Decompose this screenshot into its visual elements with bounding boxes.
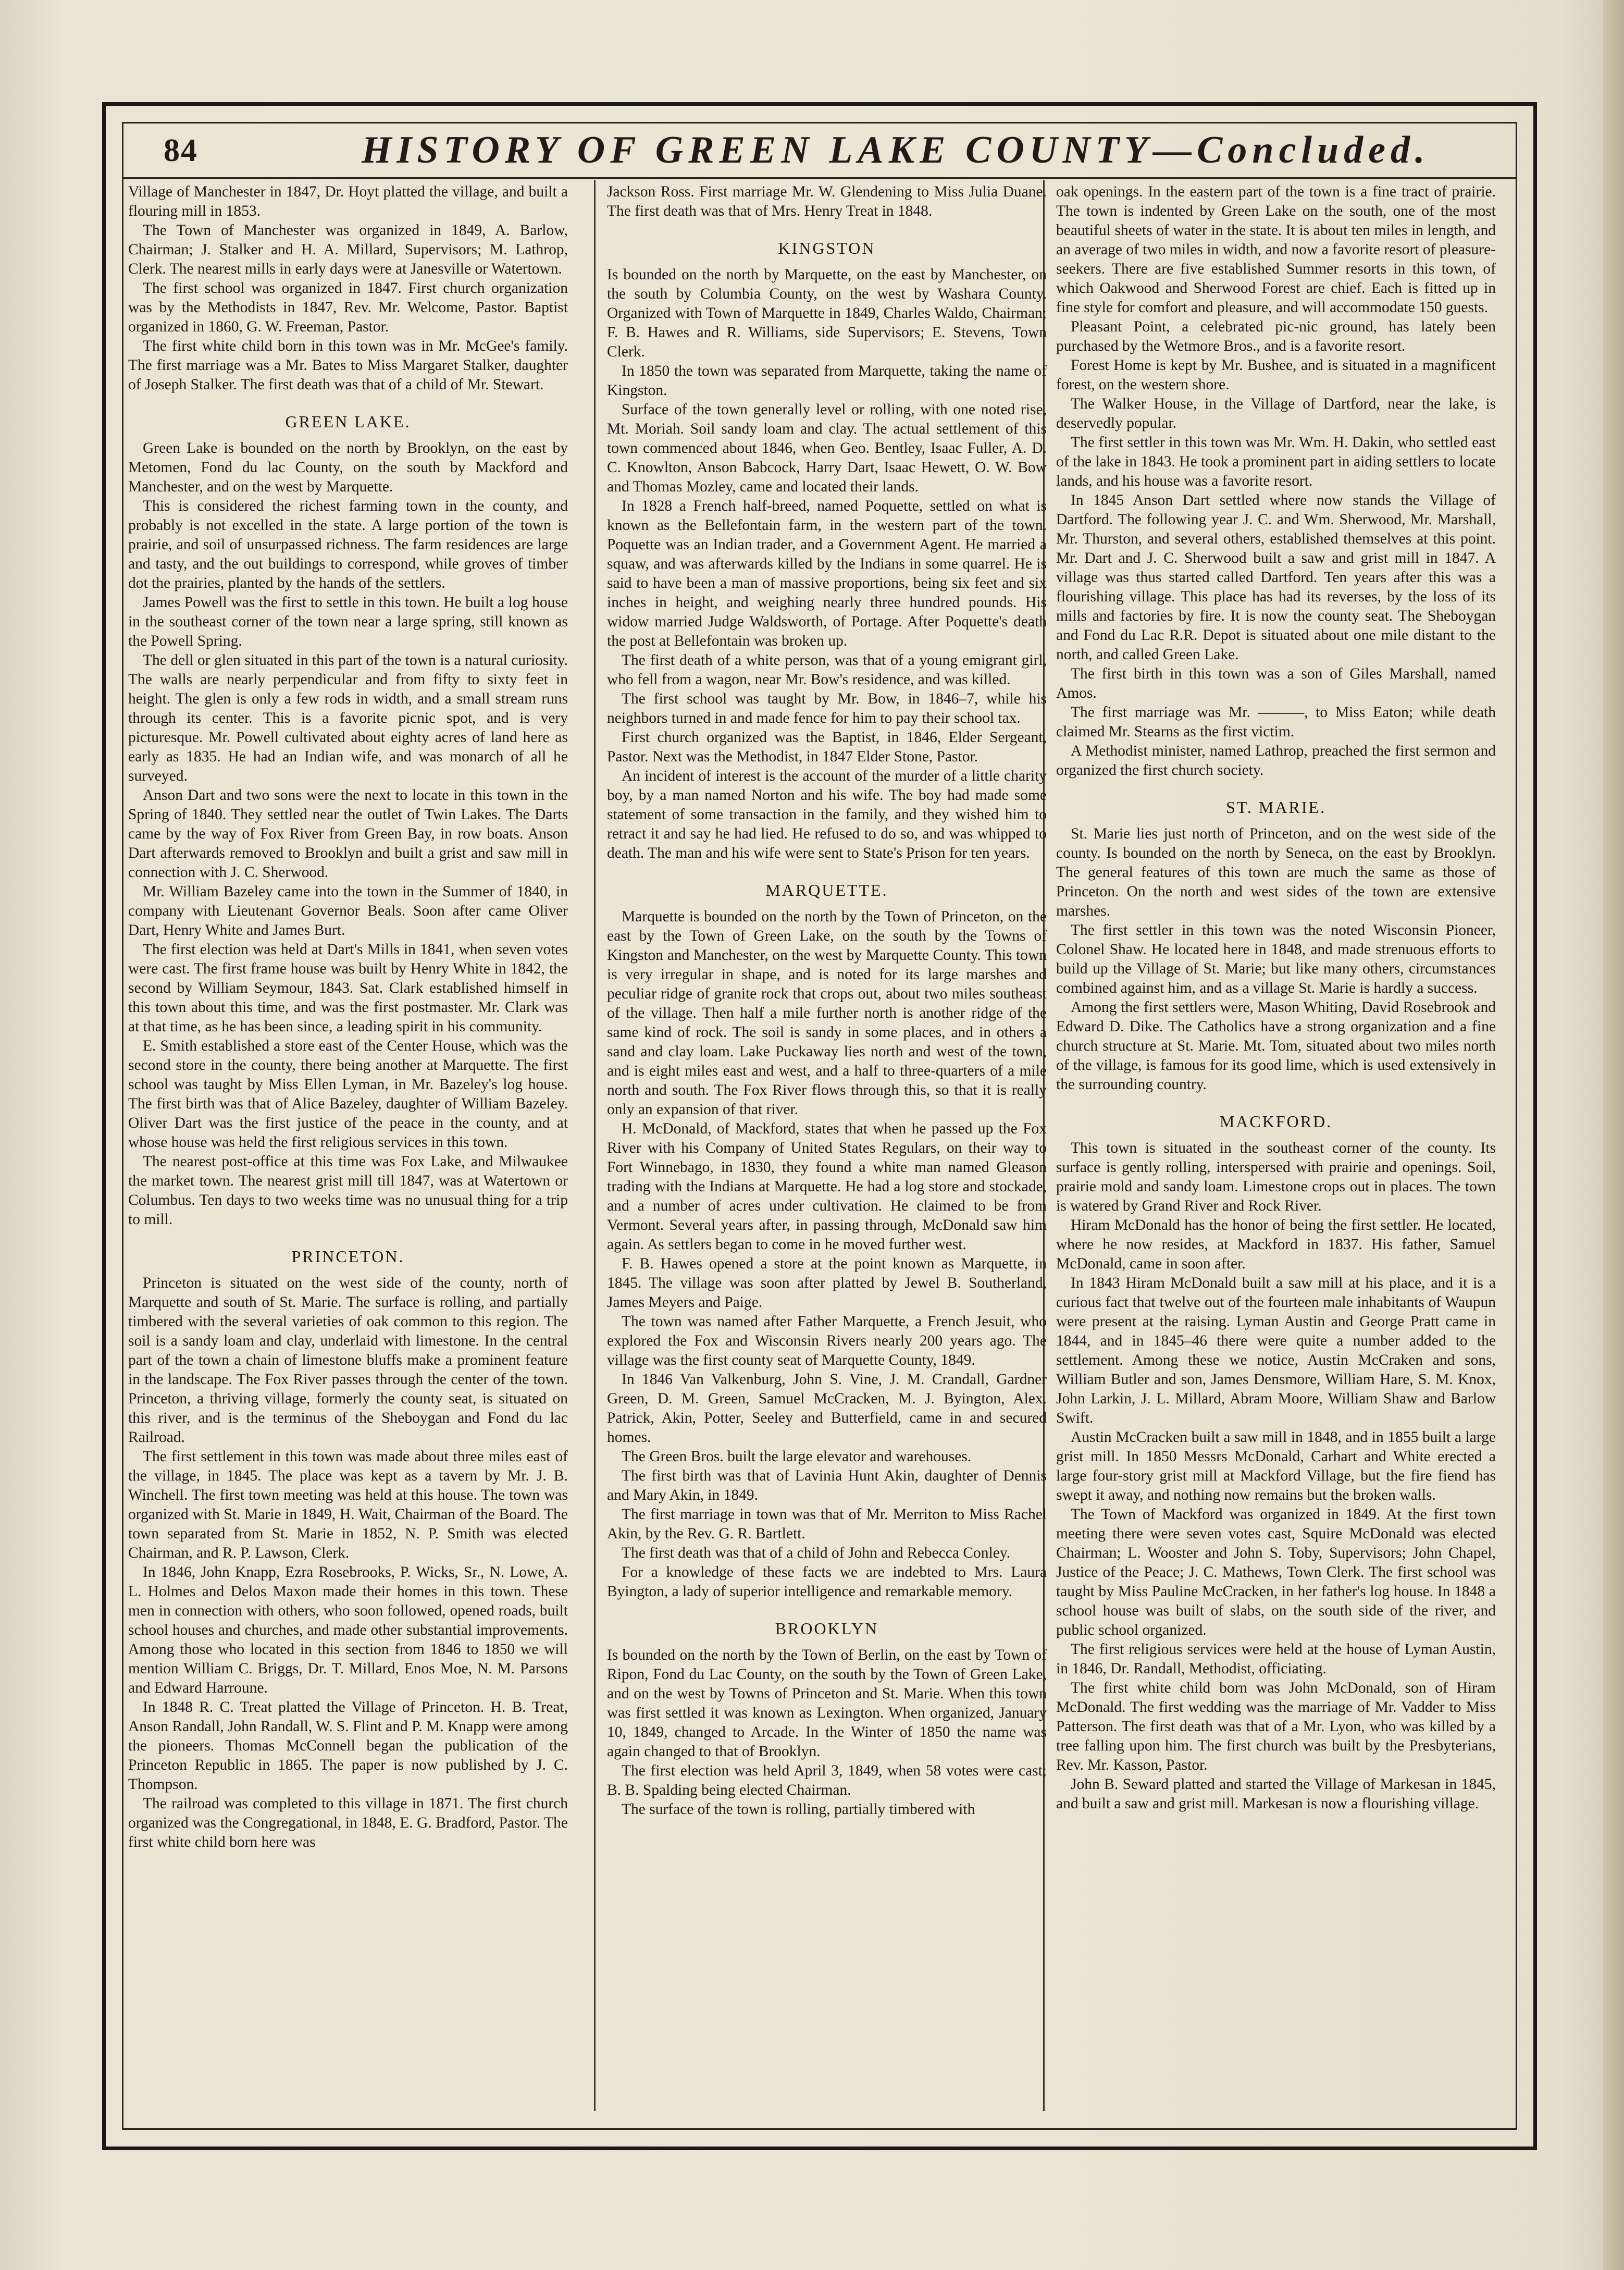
section-heading-mackford: MACKFORD. xyxy=(1219,1112,1333,1131)
paragraph: H. McDonald, of Mackford, states that when he passed up the Fox River with his Company of United States Regulars, on their way to Fort Winnebago, in 1830, they found a white man named Gleason trading with the Indians at Marquette. He had a log store and stockade, and a number of acres under cultivation. He claimed to be from Vermont. Several years after, in passing through, McDonald saw him again. As settlers began to come in he moved further west. xyxy=(607,1120,1047,1253)
paragraph: The first white child born in this town was in Mr. McGee's family. The first marriage was a Mr. Bates to Miss Margaret Stalker, daughter of Joseph Stalker. The first death was that of a child of Mr. Stewart. xyxy=(128,338,568,393)
paragraph: The surface of the town is rolling, partially timbered with xyxy=(622,1801,975,1818)
paragraph: In 1845 Anson Dart settled where now stands the Village of Dartford. The following year J. C. and Wm. Sherwood, Mr. Marshall, Mr. Thurston, and several others, established themselves at this point. Mr. Dart and J. C. Sherwood built a saw and grist mill in 1847. A village was thus started called Dartford. Ten years after this was a flourishing village. This place has had its reverses, by the loss of its mills and factories by fire. It is now the county seat. The Sheboygan and Fond du Lac R.R. Depot is situated about one mile distant to the north, and called Green Lake. xyxy=(1056,492,1496,663)
paragraph: A Methodist minister, named Lathrop, preached the first sermon and organized the first church society. xyxy=(1056,743,1496,779)
page-title: HISTORY OF GREEN LAKE COUNTY—Concluded. xyxy=(362,129,1430,171)
paragraph: Jackson Ross. First marriage Mr. W. Glendening to Miss Julia Duane. The first death was that of Mrs. Henry Treat in 1848. xyxy=(607,183,1047,219)
paragraph: The first election was held April 3, 1849, when 58 votes were cast; B. B. Spalding being elected Chairman. xyxy=(607,1762,1047,1798)
paragraph: The town was named after Father Marquette, a French Jesuit, who explored the Fox and Wisconsin Rivers nearly 200 years ago. The village was the first county seat of Marquette County, 1849. xyxy=(607,1313,1047,1368)
paragraph: The first religious services were held at the house of Lyman Austin, in 1846, Dr. Randall, Methodist, officiating. xyxy=(1056,1641,1496,1677)
paragraph: The first settlement in this town was made about three miles east of the village, in 1845. The place was kept as a tavern by Mr. J. B. Winchell. The first town meeting was held at this house. The town was organized with St. Marie in 1849, H. Wait, Chairman of the Board. The town separated from St. Marie in 1852, N. P. Smith was elected Chairman, and R. P. Lawson, Clerk. xyxy=(128,1448,568,1561)
paragraph: In 1828 a French half-breed, named Poquette, settled on what is known as the Bellefontain farm, in the western part of the town. Poquette was an Indian trader, and a Government Agent. He married a squaw, and was afterwards killed by the Indians in some quarrel. He is said to have been a man of massive proportions, being six feet and six inches in height, and weighing nearly three hundred pounds. His widow married Judge Waldsworth, of Portage. After Poquette's death the post at Bellefontain was broken up. xyxy=(607,498,1047,649)
paragraph: The first death of a white person, was that of a young emigrant girl, who fell from a wagon, near Mr. Bow's residence, and was killed. xyxy=(607,652,1047,688)
paragraph: The railroad was completed to this village in 1871. The first church organized was the Congregational, in 1848, E. G. Bradford, Pastor. The first white child born here was xyxy=(128,1795,568,1850)
paragraph: The Walker House, in the Village of Dartford, near the lake, is deservedly popular. xyxy=(1056,396,1496,431)
paragraph: In 1846, John Knapp, Ezra Rosebrooks, P. Wicks, Sr., N. Lowe, A. L. Holmes and Delos Maxon made their homes in this town. These men in connection with others, who soon followed, opened roads, built school houses and churches, and made other substantial improvements. Among those who located in this section from 1846 to 1850 we will mention William C. Briggs, Dr. T. Millard, Enos Moe, N. M. Parsons and Edward Harroune. xyxy=(128,1564,568,1696)
section-heading-princeton: PRINCETON. xyxy=(291,1247,405,1266)
paragraph: Forest Home is kept by Mr. Bushee, and is situated in a magnificent forest, on the western shore. xyxy=(1056,357,1496,393)
paragraph: St. Marie lies just north of Princeton, and on the west side of the county. Is bounded on the north by Seneca, on the east by Brooklyn. The general features of this town are much the same as those of Princeton. On the north and west sides of the town are extensive marshes. xyxy=(1056,825,1496,919)
paragraph: James Powell was the first to settle in this town. He built a log house in the southeast corner of the town near a large spring, still known as the Powell Spring. xyxy=(128,594,568,649)
paragraph: The Town of Mackford was organized in 1849. At the first town meeting there were seven votes cast, Squire McDonald was elected Chairman; L. Wooster and John S. Toby, Supervisors; John Chapel, Justice of the Peace; J. C. Mathews, Town Clerk. The first school was taught by Miss Pauline McCracken, in her father's log house. In 1848 a school house was built of slabs, on the south side of the river, and public school organized. xyxy=(1056,1506,1496,1638)
paragraph: The dell or glen situated in this part of the town is a natural curiosity. The walls are nearly perpendicular and from fifty to sixty feet in height. The glen is only a few rods in width, and a small stream runs through its center. This is a favorite picnic spot, and is very picturesque. Mr. Powell cultivated about eighty acres of land here as early as 1835. He had an Indian wife, and was monarch of all he surveyed. xyxy=(128,652,568,784)
paragraph: Is bounded on the north by the Town of Berlin, on the east by Town of Ripon, Fond du Lac County, on the south by the Town of Green Lake, and on the west by Towns of Princeton and St. Marie. When this town was first settled it was known as Lexington. When organized, January 10, 1849, changed to Arcade. In the Winter of 1850 the name was again changed to that of Brooklyn. xyxy=(607,1647,1047,1760)
paragraph: Mr. William Bazeley came into the town in the Summer of 1840, in company with Lieutenant Governor Beals. Soon after came Oliver Dart, Henry White and James Burt. xyxy=(128,883,568,939)
paragraph: The first election was held at Dart's Mills in 1841, when seven votes were cast. The first frame house was built by Henry White in 1842, the second by William Seymour, 1843. Sat. Clark established himself in this town about this time, and was the first postmaster. Mr. Clark was at that time, as he has been since, a leading spirit in his community. xyxy=(128,941,568,1035)
section-heading-marquette: MARQUETTE. xyxy=(765,881,888,899)
paragraph: oak openings. In the eastern part of the town is a fine tract of prairie. The town is indented by Green Lake on the south, one of the most beautiful sheets of water in the state. It is about ten miles in length, and an average of two miles in width, and now a favorite resort of pleasure-seekers. There are five established Summer resorts in this town, of which Oakwood and Sherwood Forest are chief. Each is fitted up in fine style for comfort and pleasure, and will accommodate 150 guests. xyxy=(1056,183,1496,316)
paragraph: Austin McCracken built a saw mill in 1848, and in 1855 built a large grist mill. In 1850 Messrs McDonald, Carhart and White erected a large four-story grist mill at Mackford Village, but the fire fiend has swept it away, and nothing now remains but the broken walls. xyxy=(1056,1429,1496,1503)
paragraph: Princeton is situated on the west side of the county, north of Marquette and south of St. Marie. The surface is rolling, and partially timbered with the several varieties of oak common to this region. The soil is a sandy loam and clay, underlaid with limestone. In the central part of the town a chain of limestone bluffs make a prominent feature in the landscape. The Fox River passes through the center of the town. Princeton, a thriving village, formerly the county seat, is situated on this river, and is the terminus of the Sheboygan and Fond du lac Railroad. xyxy=(128,1275,568,1446)
column-2 xyxy=(607,182,1047,2111)
paragraph: The first birth in this town was a son of Giles Marshall, named Amos. xyxy=(1056,665,1496,701)
section-heading-green-lake: GREEN LAKE. xyxy=(285,412,411,431)
page-number: 84 xyxy=(164,133,198,168)
paragraph: The first birth was that of Lavinia Hunt Akin, daughter of Dennis and Mary Akin, in 1849. xyxy=(607,1467,1047,1503)
paragraph: This is considered the richest farming town in the county, and probably is not excelled in the state. A large portion of the town is prairie, and soil of unsurpassed richness. The farm residences are large and tasty, and the out buildings to correspond, while groves of timber dot the prairies, planted by the hands of the settlers. xyxy=(128,498,568,591)
paragraph: The Green Bros. built the large elevator and warehouses. xyxy=(622,1448,972,1465)
paragraph: In 1850 the town was separated from Marquette, taking the name of Kingston. xyxy=(607,363,1047,399)
paragraph: The first school was organized in 1847. First church organization was by the Methodists in 1847, Rev. Mr. Welcome, Pastor. Baptist organized in 1860, G. W. Freeman, Pastor. xyxy=(128,280,568,335)
paragraph: An incident of interest is the account of the murder of a little charity boy, by a man named Norton and his wife. The boy had made some statement of some transaction in the family, and they wished him to retract it and say he had lied. He refused to do so, and was whipped to death. The man and his wife were sent to State's Prison for ten years. xyxy=(607,768,1047,861)
column-3 xyxy=(1056,182,1496,2111)
paragraph: For a knowledge of these facts we are indebted to Mrs. Laura Byington, a lady of superior intelligence and remarkable memory. xyxy=(607,1564,1047,1600)
paragraph: The Town of Manchester was organized in 1849, A. Barlow, Chairman; J. Stalker and H. A. Millard, Supervisors; M. Lathrop, Clerk. The nearest mills in early days were at Janesville or Watertown. xyxy=(128,222,568,277)
paragraph: The first white child born was John McDonald, son of Hiram McDonald. The first wedding was the marriage of Mr. Vadder to Miss Patterson. The first death was that of a Mr. Lyon, who was killed by a tree falling upon him. The first church was built by the Presbyterians, Rev. Mr. Kasson, Pastor. xyxy=(1056,1680,1496,1773)
paragraph: F. B. Hawes opened a store at the point known as Marquette, in 1845. The village was soon after platted by Jewel B. Southerland, James Meyers and Paige. xyxy=(607,1255,1047,1311)
paragraph: In 1843 Hiram McDonald built a saw mill at his place, and it is a curious fact that twelve out of the fourteen male inhabitants of Waupun were present at the raising. Lyman Austin and George Pratt came in 1844, and in 1845–46 there were quite a number added to the settlement. Among these we notice, Austin McCraken and sons, William Butler and son, James Densmore, William Hare, S. M. Knox, John Larkin, J. L. Millard, Abram Moore, William Shaw and Barlow Swift. xyxy=(1056,1275,1496,1426)
paragraph: The first settler in this town was the noted Wisconsin Pioneer, Colonel Shaw. He located here in 1848, and made strenuous efforts to build up the Village of St. Marie; but like many others, circumstances combined against him, and as a village St. Marie is hardly a success. xyxy=(1056,922,1496,996)
paragraph: This town is situated in the southeast corner of the county. Its surface is gently rolling, interspersed with prairie and openings. Soil, prairie mold and sandy loam. Limestone crops out in places. The town is watered by Grand River and Rock River. xyxy=(1056,1140,1496,1214)
paragraph: Surface of the town generally level or rolling, with one noted rise, Mt. Moriah. Soil sandy loam and clay. The actual settlement of this town commenced about 1846, when Geo. Bentley, Isaac Fuller, A. D. C. Knowlton, Anson Babcock, Harry Dart, Isaac Hewett, O. W. Bow and Thomas Mozley, came and located their lands. xyxy=(607,401,1047,495)
paragraph: Marquette is bounded on the north by the Town of Princeton, on the east by the Town of Green Lake, on the south by the Towns of Kingston and Manchester, on the west by Marquette County. This town is very irregular in shape, and is noted for its large marshes and peculiar ridge of granite rock that crops out, about two miles southeast of the village. Then half a mile further north is another ridge of the same kind of rock. The soil is sandy in some places, and in others a sand and clay loam. Lake Puckaway lies north and west of the town, and is eight miles east and west, and a half to three-quarters of a mile north and south. The Fox River flows through this, so that it is really only an expansion of that river. xyxy=(607,908,1047,1118)
paragraph: Among the first settlers were, Mason Whiting, David Rosebrook and Edward D. Dike. The Catholics have a strong organization and a fine church structure at St. Marie. Mt. Tom, situated about two miles north of the village, is famous for its good lime, which is used extensively in the surrounding country. xyxy=(1056,999,1496,1093)
paragraph: Green Lake is bounded on the north by Brooklyn, on the east by Metomen, Fond du lac County, on the south by Mackford and Manchester, and on the west by Marquette. xyxy=(128,440,568,495)
column-1 xyxy=(128,182,568,2111)
paragraph: Village of Manchester in 1847, Dr. Hoyt platted the village, and built a flouring mill in 1853. xyxy=(128,183,568,219)
paragraph: Hiram McDonald has the honor of being the first settler. He located, where he now resides, at Mackford in 1837. His father, Samuel McDonald, came in soon after. xyxy=(1056,1217,1496,1272)
section-heading-kingston: KINGSTON xyxy=(778,239,876,257)
paragraph: John B. Seward platted and started the Village of Markesan in 1845, and built a saw and grist mill. Markesan is now a flourishing village. xyxy=(1056,1776,1496,1812)
paragraph: The nearest post-office at this time was Fox Lake, and Milwaukee the market town. The nearest grist mill till 1847, was at Watertown or Columbus. Ten days to two weeks time was no unusual thing for a trip to mill. xyxy=(128,1153,568,1228)
paragraph: E. Smith established a store east of the Center House, which was the second store in the county, there being another at Marquette. The first school was taught by Miss Ellen Lyman, in Mr. Bazeley's log house. The first birth was that of Alice Bazeley, daughter of William Bazeley. Oliver Dart was the first justice of the peace in the county, and at whose house was held the first religious services in this town. xyxy=(128,1038,568,1151)
paragraph: Is bounded on the north by Marquette, on the east by Manchester, on the south by Columbia County, on the west by Washara County. Organized with Town of Marquette in 1849, Charles Waldo, Chairman; F. B. Hawes and R. Williams, side Supervisors; E. Stevens, Town Clerk. xyxy=(607,266,1047,360)
paragraph: The first school was taught by Mr. Bow, in 1846–7, while his neighbors turned in and made fence for him to pay their school tax. xyxy=(607,690,1047,726)
paragraph: Anson Dart and two sons were the next to locate in this town in the Spring of 1840. They settled near the outlet of Twin Lakes. The Darts came by the way of Fox River from Green Bay, in row boats. Anson Dart afterwards removed to Brooklyn and built a grist and saw mill in connection with J. C. Sherwood. xyxy=(128,787,568,881)
binding-edge xyxy=(1603,0,1624,2270)
column-rule xyxy=(594,180,596,2111)
paragraph: The first settler in this town was Mr. Wm. H. Dakin, who settled east of the lake in 1843. He took a prominent part in aiding settlers to locate lands, and his house was a favorite resort. xyxy=(1056,434,1496,489)
paragraph: The first marriage was Mr. ———, to Miss Eaton; while death claimed Mr. Stearns as the first victim. xyxy=(1056,704,1496,740)
paragraph: First church organized was the Baptist, in 1846, Elder Sergeant, Pastor. Next was the Methodist, in 1847 Elder Stone, Pastor. xyxy=(607,729,1047,765)
paragraph: The first marriage in town was that of Mr. Merriton to Miss Rachel Akin, by the Rev. G. R. Bartlett. xyxy=(607,1506,1047,1542)
paragraph: The first death was that of a child of John and Rebecca Conley. xyxy=(622,1545,1010,1561)
section-heading-st-marie: ST. MARIE. xyxy=(1225,798,1327,817)
section-heading-brooklyn: BROOKLYN xyxy=(775,1619,879,1638)
page-header xyxy=(122,122,1517,179)
paragraph: In 1848 R. C. Treat platted the Village of Princeton. H. B. Treat, Anson Randall, John Randall, W. S. Flint and P. M. Knapp were among the pioneers. Thomas McConnell began the publication of the Princeton Republic in 1865. The paper is now published by J. C. Thompson. xyxy=(128,1699,568,1793)
paragraph: In 1846 Van Valkenburg, John S. Vine, J. M. Crandall, Gardner Green, D. M. Green, Samuel McCracken, M. J. Byington, Alex. Patrick, Akin, Potter, Seeley and Butterfield, came in and secured homes. xyxy=(607,1371,1047,1446)
paragraph: Pleasant Point, a celebrated pic-nic ground, has lately been purchased by the Wetmore Bros., and is a favorite resort. xyxy=(1056,318,1496,354)
